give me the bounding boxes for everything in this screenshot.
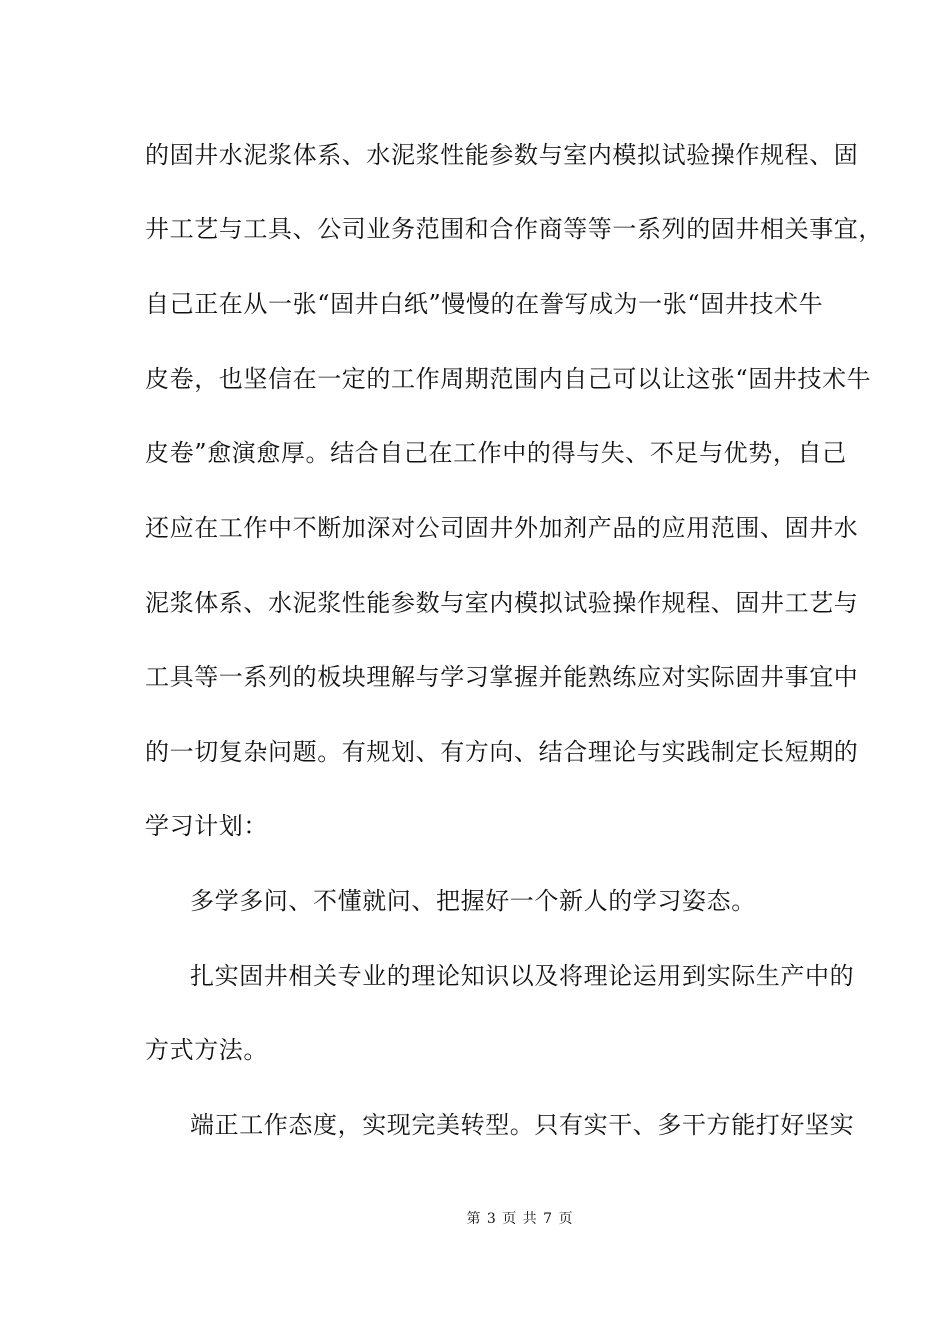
paragraph-line: 井工艺与工具、公司业务范围和合作商等等一系列的固井相关事宜， — [145, 215, 883, 243]
list-paragraph-line: 扎实固井相关专业的理论知识以及将理论运用到实际生产中的 — [190, 962, 855, 990]
paragraph-line: 还应在工作中不断加深对公司固井外加剂产品的应用范围、固井水 — [145, 514, 859, 542]
paragraph-line: 的一切复杂问题。有规划、有方向、结合理论与实践制定长短期的 — [145, 738, 859, 766]
paragraph-line: 方式方法。 — [145, 1036, 268, 1064]
paragraph-line: 学习计划： — [145, 812, 268, 840]
paragraph-line: 皮卷，也坚信在一定的工作周期范围内自己可以让这张“固井技术牛 — [145, 365, 872, 393]
paragraph-line: 皮卷”愈演愈厚。结合自己在工作中的得与失、不足与优势，自己 — [145, 439, 847, 467]
paragraph-line: 的固井水泥浆体系、水泥浆性能参数与室内模拟试验操作规程、固 — [145, 141, 859, 169]
paragraph-line: 泥浆体系、水泥浆性能参数与室内模拟试验操作规程、固井工艺与 — [145, 589, 859, 617]
list-paragraph-line: 端正工作态度，实现完美转型。只有实干、多干方能打好坚实 — [190, 1111, 855, 1139]
list-paragraph-line: 多学多问、不懂就问、把握好一个新人的学习姿态。 — [190, 887, 756, 915]
page-number-footer: 第 3 页 共 7 页 — [466, 1211, 574, 1227]
paragraph-line: 工具等一系列的板块理解与学习掌握并能熟练应对实际固井事宜中 — [145, 663, 859, 691]
paragraph-line: 自己正在从一张“固井白纸”慢慢的在誊写成为一张“固井技术牛 — [145, 290, 824, 318]
